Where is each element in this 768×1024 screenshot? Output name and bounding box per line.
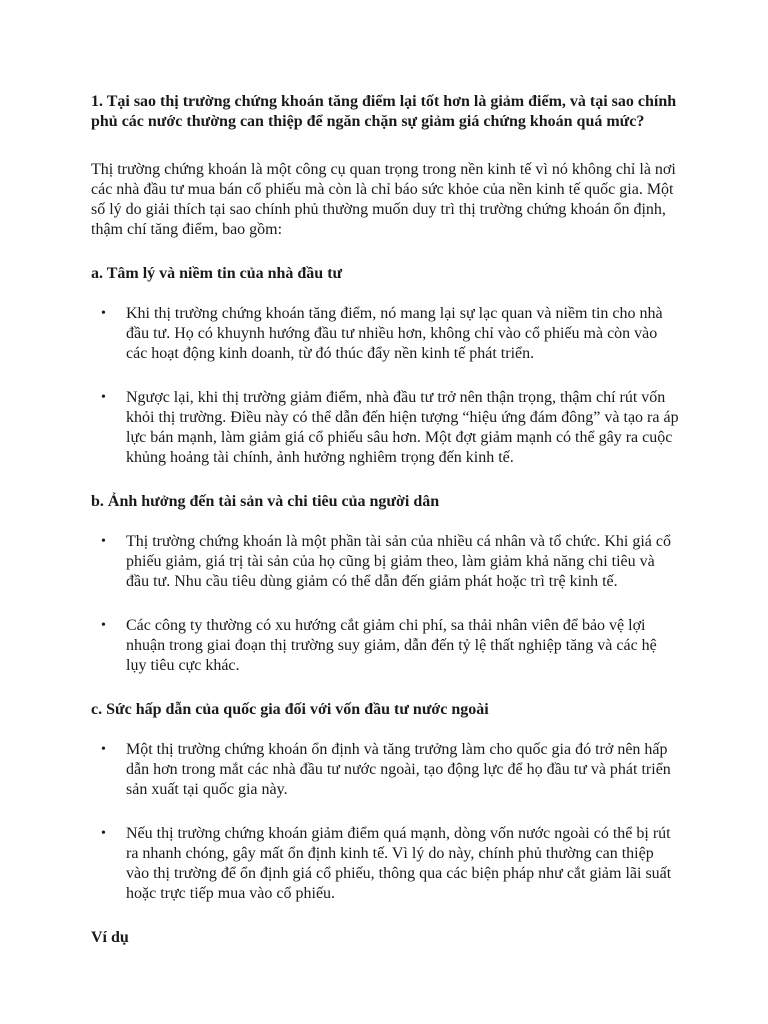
- list-item-text: Các công ty thường có xu hướng cắt giảm chi phí, sa thải nhân viên để bảo vệ lợi nhuận trong giai đoạn thị trường suy giảm, dẫn đến tỷ lệ thất nghiệp tăng và các hệ lụy tiêu cực khác.: [126, 617, 657, 674]
- intro-paragraph: Thị trường chứng khoán là một công cụ quan trọng trong nền kinh tế vì nó không chỉ là nơi các nhà đầu tư mua bán cổ phiếu mà còn là chỉ báo sức khỏe của nền kinh tế quốc gia. Một số lý do giải thích tại sao chính phủ thường muốn duy trì thị trường chứng khoán ổn định, thậm chí tăng điểm, bao gồm:: [91, 161, 676, 238]
- list-item-text: Một thị trường chứng khoán ổn định và tăng trưởng làm cho quốc gia đó trở nên hấp dẫn hơn trong mắt các nhà đầu tư nước ngoài, tạo động lực để họ đầu tư và phát triển sản xuất tại quốc gia này.: [126, 741, 671, 798]
- bullet-icon: •: [101, 306, 106, 321]
- list-item: [91, 304, 680, 364]
- bullet-list: [91, 740, 680, 904]
- bullet-icon: •: [101, 618, 106, 633]
- list-item: [91, 616, 680, 676]
- bullet-icon: •: [101, 826, 106, 841]
- list-item-text: Nếu thị trường chứng khoán giảm điểm quá mạnh, dòng vốn nước ngoài có thể bị rút ra nhanh chóng, gây mất ổn định kinh tế. Vì lý do này, chính phủ thường can thiệp vào thị trường để ổn định giá cổ phiếu, thông qua các biện pháp như cắt giảm lãi suất hoặc trực tiếp mua vào cổ phiếu.: [126, 825, 672, 902]
- example-heading: Ví dụ: [91, 929, 129, 946]
- list-item: [91, 388, 680, 468]
- list-item: [91, 532, 680, 592]
- section-heading: c. Sức hấp dẫn của quốc gia đối với vốn đầu tư nước ngoài: [91, 701, 489, 718]
- question-heading: 1. Tại sao thị trường chứng khoán tăng điểm lại tốt hơn là giảm điểm, và tại sao chính phủ các nước thường can thiệp để ngăn chặn sự giảm giá chứng khoán quá mức?: [91, 93, 677, 130]
- list-item-text: Thị trường chứng khoán là một phần tài sản của nhiều cá nhân và tổ chức. Khi giá cổ phiếu giảm, giá trị tài sản của họ cũng bị giảm theo, làm giảm khả năng chi tiêu và đầu tư. Nhu cầu tiêu dùng giảm có thể dẫn đến giảm phát hoặc trì trệ kinh tế.: [126, 533, 671, 590]
- section-heading: a. Tâm lý và niềm tin của nhà đầu tư: [91, 265, 343, 282]
- list-item-text: Khi thị trường chứng khoán tăng điểm, nó mang lại sự lạc quan và niềm tin cho nhà đầu tư. Họ có khuynh hướng đầu tư nhiều hơn, không chỉ vào cổ phiếu mà còn vào các hoạt động kinh doanh, từ đó thúc đẩy nền kinh tế phát triển.: [126, 305, 663, 362]
- bullet-icon: •: [101, 534, 106, 549]
- bullet-icon: •: [101, 390, 106, 405]
- section-c: [91, 700, 680, 904]
- bullet-list: [91, 532, 680, 676]
- section-b: [91, 492, 680, 676]
- list-item: [91, 824, 680, 904]
- section-heading: b. Ảnh hưởng đến tài sản và chi tiêu của người dân: [91, 493, 440, 510]
- list-item: [91, 740, 680, 800]
- section-a: [91, 264, 680, 468]
- bullet-icon: •: [101, 742, 106, 757]
- bullet-list: [91, 304, 680, 468]
- list-item-text: Ngược lại, khi thị trường giảm điểm, nhà đầu tư trở nên thận trọng, thậm chí rút vốn khỏi thị trường. Điều này có thể dẫn đến hiện tượng “hiệu ứng đám đông” và tạo ra áp lực bán mạnh, làm giảm giá cổ phiếu sâu hơn. Một đợt giảm mạnh có thể gây ra cuộc khủng hoảng tài chính, ảnh hưởng nghiêm trọng đến kinh tế.: [126, 389, 679, 466]
